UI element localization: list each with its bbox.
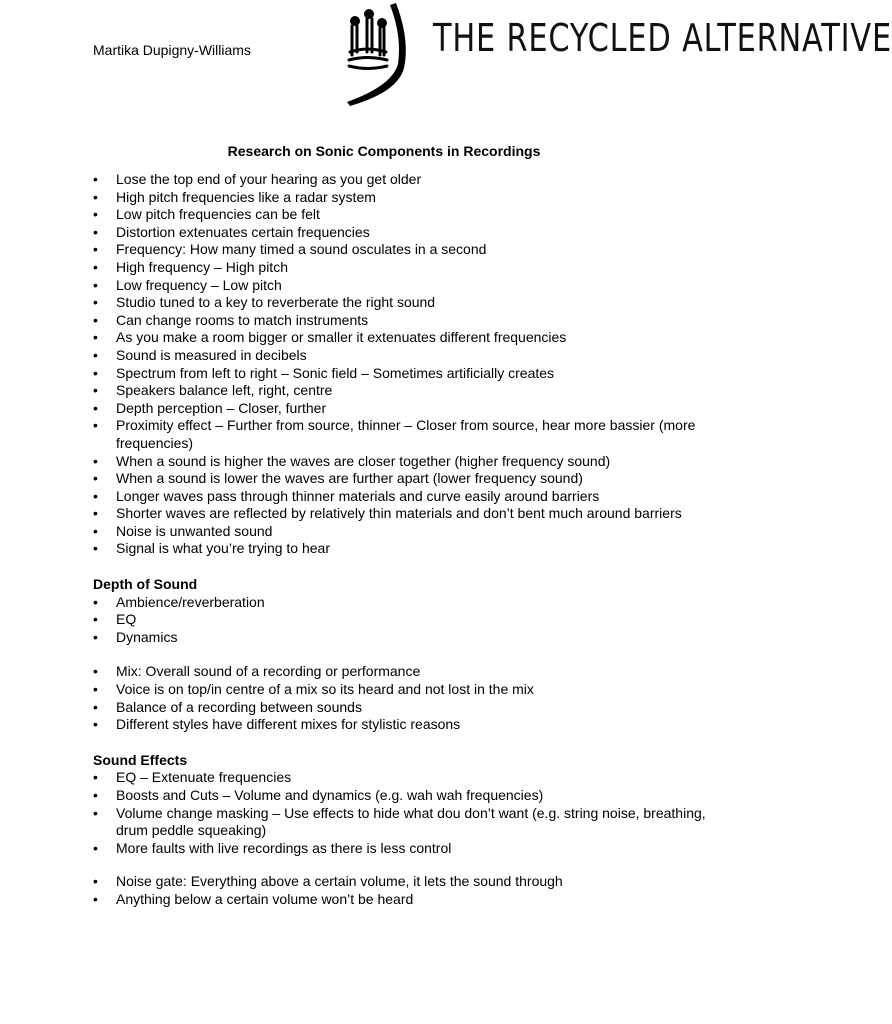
list-item: • EQ – Extenuate frequencies	[93, 769, 713, 787]
research-list	[93, 171, 713, 558]
list-item: • More faults with live recordings as there is less control	[93, 840, 713, 858]
author-name: Martika Dupigny-Williams	[93, 42, 251, 58]
list-item: • As you make a room bigger or smaller it extenuates different frequencies	[93, 329, 713, 347]
list-item: • Different styles have different mixes for stylistic reasons	[93, 716, 713, 734]
list-item: • When a sound is higher the waves are closer together (higher frequency sound)	[93, 453, 713, 471]
section-heading-effects: Sound Effects	[93, 751, 188, 768]
list-item: • Volume change masking – Use effects to hide what dou don’t want (e.g. string noise, breathing, drum peddle squeaking)	[93, 805, 713, 840]
list-item: • When a sound is lower the waves are further apart (lower frequency sound)	[93, 470, 713, 488]
list-item: • Sound is measured in decibels	[93, 347, 713, 365]
list-item: • Signal is what you’re trying to hear	[93, 540, 713, 558]
list-item: • Balance of a recording between sounds	[93, 699, 713, 717]
effects-list	[93, 769, 713, 857]
list-item: • Speakers balance left, right, centre	[93, 382, 713, 400]
list-item: • Noise is unwanted sound	[93, 523, 713, 541]
list-item: • High pitch frequencies like a radar system	[93, 189, 713, 207]
list-item: • Distortion extenuates certain frequencies	[93, 224, 713, 242]
list-item: • Noise gate: Everything above a certain volume, it lets the sound through	[93, 873, 713, 891]
list-item: • EQ	[93, 611, 713, 629]
list-item: • Dynamics	[93, 629, 713, 647]
document-body	[93, 171, 713, 909]
list-item: • Can change rooms to match instruments	[93, 312, 713, 330]
list-item: • Low frequency – Low pitch	[93, 277, 713, 295]
list-item: • Boosts and Cuts – Volume and dynamics (e.g. wah wah frequencies)	[93, 787, 713, 805]
section-heading-depth: Depth of Sound	[93, 576, 198, 593]
noise-gate-list	[93, 873, 713, 908]
list-item: • Low pitch frequencies can be felt	[93, 206, 713, 224]
list-item: • Spectrum from left to right – Sonic field – Sometimes artificially creates	[93, 365, 713, 383]
list-item: • Studio tuned to a key to reverberate the right sound	[93, 294, 713, 312]
list-item: • Longer waves pass through thinner materials and curve easily around barriers	[93, 488, 713, 506]
list-item: • Lose the top end of your hearing as you get older	[93, 171, 713, 189]
crown-icon	[338, 0, 433, 110]
mix-list	[93, 663, 713, 733]
brand-logo	[338, 0, 892, 110]
list-item: • Ambience/reverberation	[93, 594, 713, 612]
list-item: • Mix: Overall sound of a recording or performance	[93, 663, 713, 681]
depth-list	[93, 594, 713, 647]
list-item: • Anything below a certain volume won’t be heard	[93, 891, 713, 909]
logo-text: THE RECYCLED ALTERNATIVE	[433, 16, 892, 60]
list-item: • Depth perception – Closer, further	[93, 400, 713, 418]
page-title: Research on Sonic Components in Recordings	[227, 143, 541, 159]
list-item: • Proximity effect – Further from source, thinner – Closer from source, hear more bassier (more frequencies)	[93, 417, 713, 452]
list-item: • Frequency: How many timed a sound osculates in a second	[93, 241, 713, 259]
list-item: • Voice is on top/in centre of a mix so its heard and not lost in the mix	[93, 681, 713, 699]
list-item: • Shorter waves are reflected by relatively thin materials and don’t bent much around barriers	[93, 505, 713, 523]
list-item: • High frequency – High pitch	[93, 259, 713, 277]
